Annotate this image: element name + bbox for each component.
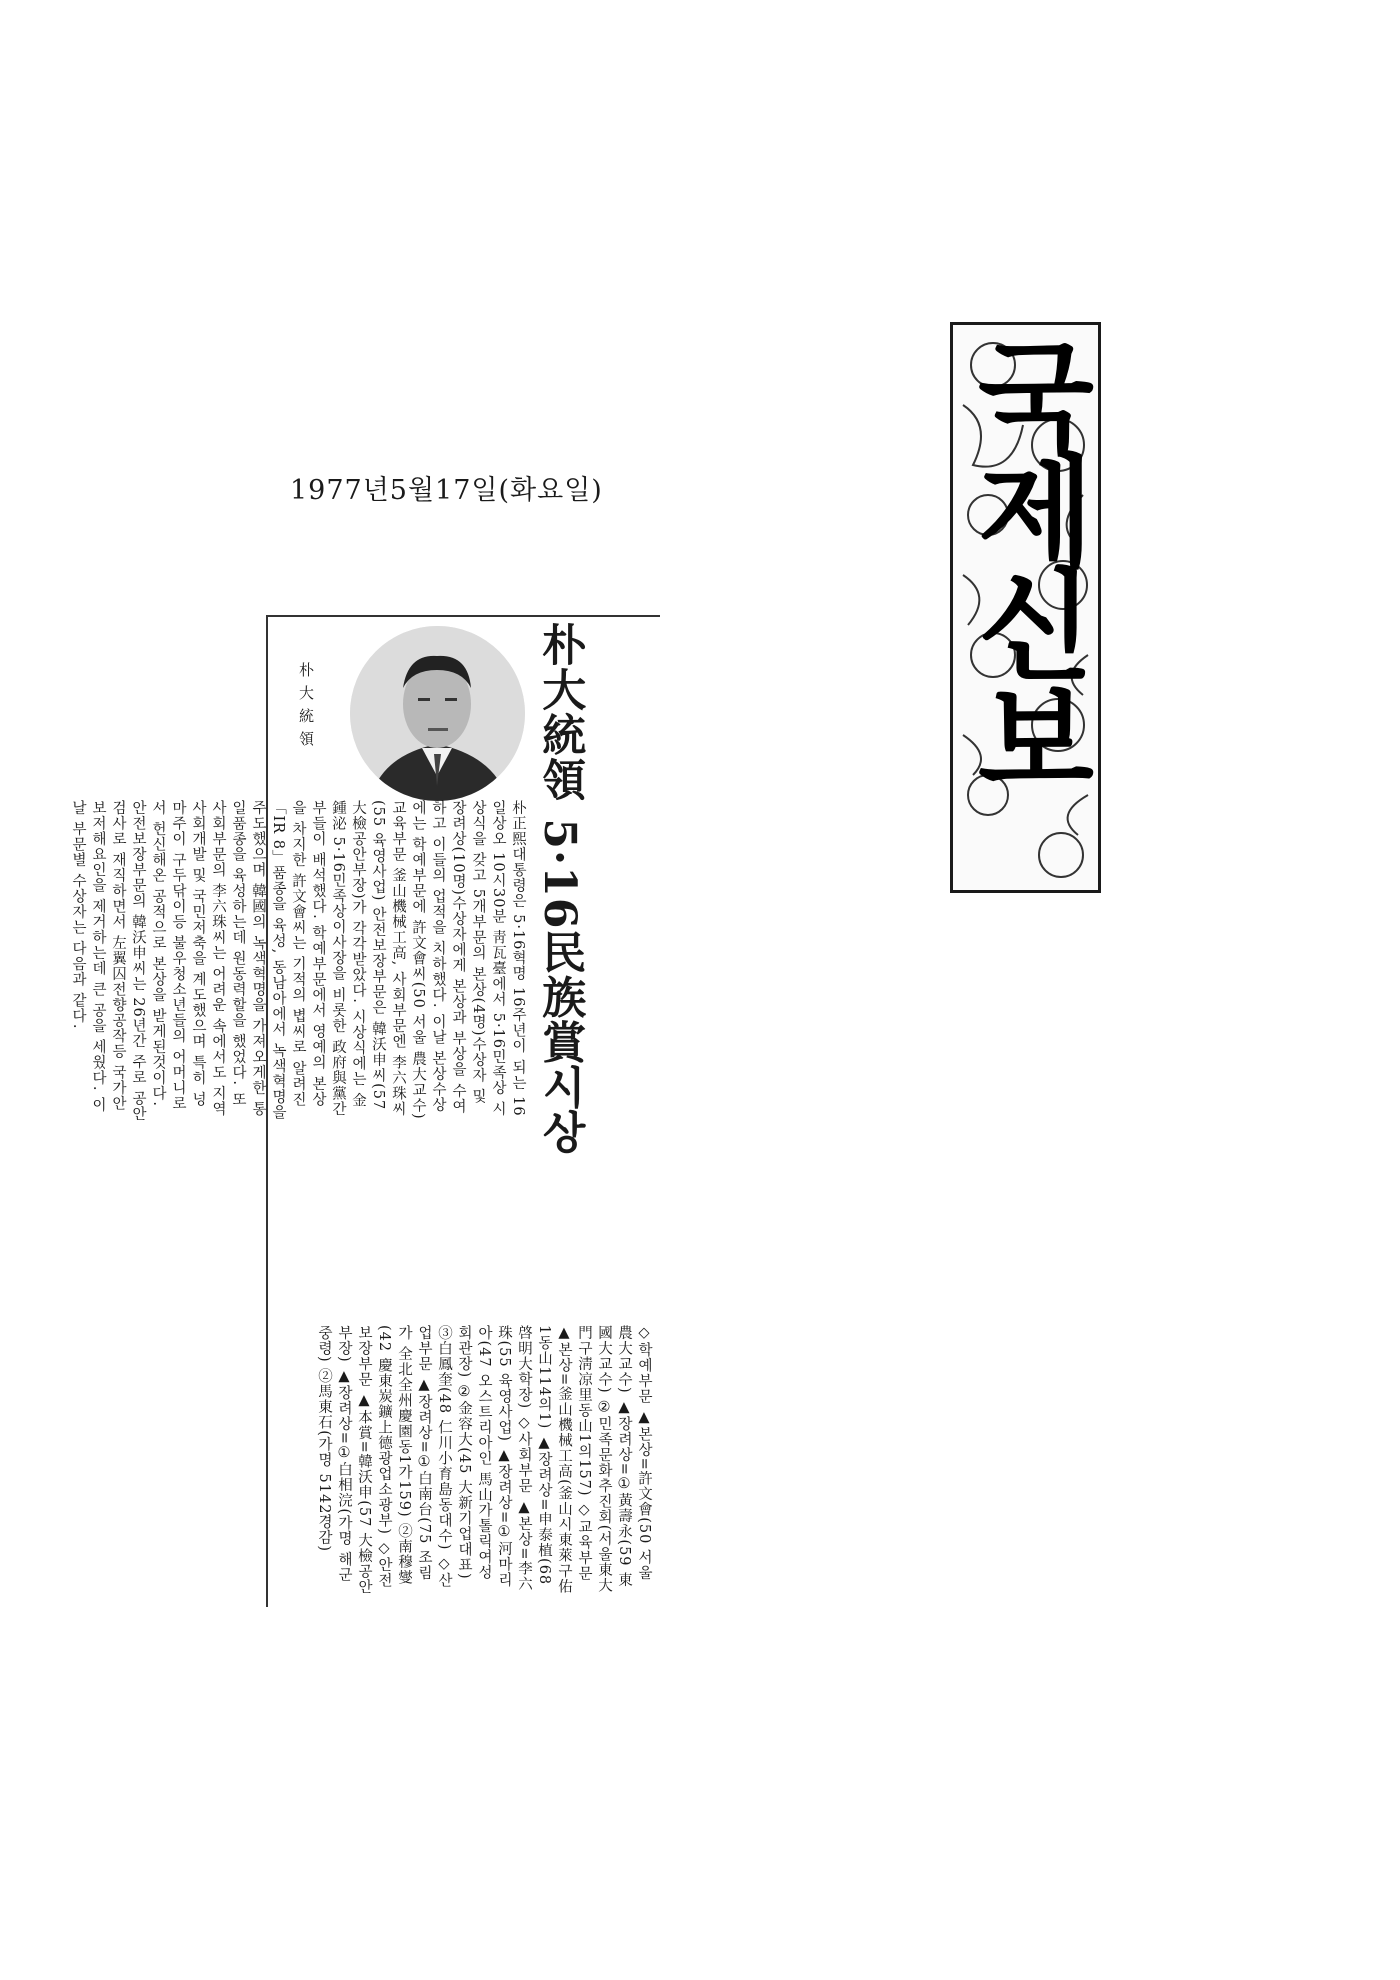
publication-date: 1977년5월17일(화요일): [290, 475, 603, 506]
article-column-1: [70, 800, 528, 1122]
article-column-3: [282, 1325, 654, 1595]
newspaper-masthead: [950, 322, 1101, 893]
article-lead: 朴正熙대통령은 5·16혁명 16주년이 되는 16일상오 10시30분 靑瓦臺에서 5·16민족상 시상식을 갖고 5개부문의 본상(4명)수상자 및 장려상(10명)수상자에게 본상과 부상을 수여하고 이들의 업적을 치하했다. 이날 본상수상에는 학예부문에 許文會씨(50 서울 農大교수) 교육부문 釜山機械工高, 사회부문엔 李六珠씨(55 육영사업) 안전보장부문은 韓沃申씨(57 大檢공안부장)가 각각받았다. 시상식에는 金鍾泌 5·16민족상이사장을 비롯한 政府與黨간부들이 배석했다. 학예부문에서 영예의 본상을 차지한 許文會씨는 기적의 볍씨로 알려진「IR 8」품종을 육성, 동남아에서 녹색혁명을 주도했으며 韓國의 녹색혁명을 가져오게한 통일품종을 육성하는데 원동력할을 했었다. 또 사회부문의 李六珠씨는 어려운 속에서도 지역사회개발 및 국민저축을 계도했으며 특히 넝마주이 구두닦이등 불우청소년들의 어머니로서 헌신해온 공적으로 본상을 받게된것이다. 안전보장부문의 韓沃申씨는 26년간 주로 공안검사로 재직하면서 左翼囚전향공작등 국가안보저해요인을 제거하는데 큰 공을 세웠다. 이날 부문별 수상자는 다음과 같다.: [70, 800, 526, 1122]
article-headline: 朴大統領 5·16民族賞시상: [534, 622, 586, 1155]
award-list: ◇학예부문 ▲본상=許文會(50 서울農大교수) ▲장려상=①黃壽永(59 東國大교수) ②민족문화추진회(서울東大門구淸凉里동山1의157) ◇교육부문 ▲본상=釜山機械工高(釜山시東萊구佑1동山114의1) ▲장려상=申泰植(68 啓明大학장) ◇사회부문 ▲본상=李六珠(55 육영사업) ▲장려상=①河마리아(47 오스트리아인 馬山가톨릭여성회관장) ②金容大(45 大新기업대표) ③白鳳奎(48 仁川小育島동대수) ◇산업부문 ▲장려상=①白南台(75 조림가 全北全州慶園동1가159) ②南穆燮(42 慶東炭鑛上德광업소광부) ◇안전보장부문 ▲本賞=韓沃申(57 大檢공안부장) ▲장려상=①白相浣(가명 해군중령) ②馬東石(가명 5142경감): [316, 1325, 652, 1595]
article-column-2: [282, 1140, 654, 1300]
portrait-photo: [350, 626, 525, 801]
masthead-title: 국제신보: [956, 335, 1095, 791]
photo-caption: 朴大統領: [297, 662, 315, 754]
